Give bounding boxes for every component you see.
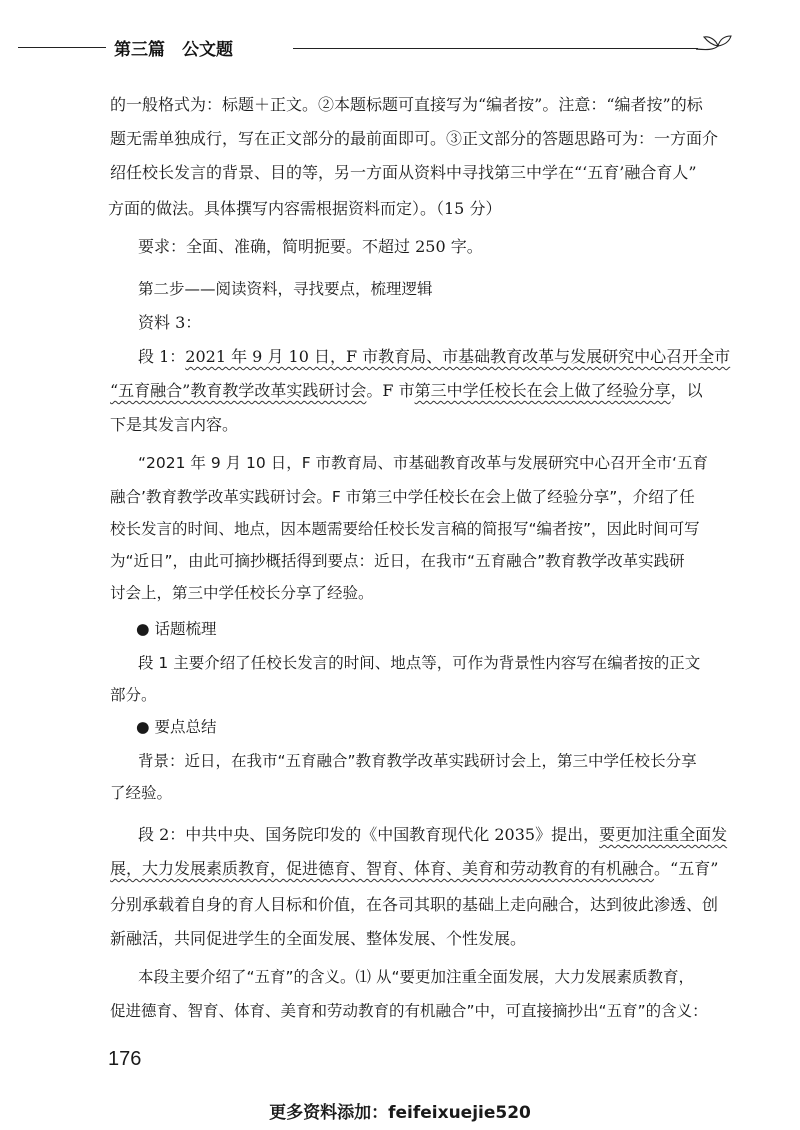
para1-underlined: “五育融合”教育教学改革实践研讨会 (110, 381, 367, 400)
analysis-line: 本段主要介绍了“五育”的含义。⑴ 从“要更加注重全面发展，大力发展素质教育， (138, 968, 695, 986)
para1-label: 段 1： (138, 347, 186, 366)
text-line: 的一般格式为：标题＋正文。②本题标题可直接写为“编者按”。注意：“编者按”的标 (110, 95, 703, 114)
para1-underlined: 2021 年 9 月 10 日，F 市教育局、市基础教育改革与发展研究中心召开全市 (185, 347, 731, 366)
para2-line: 分别承载着自身的育人目标和价值，在各司其职的基础上走向融合，达到彼此渗透、创 (110, 895, 719, 914)
summary-line: 了经验。 (110, 784, 173, 802)
analysis-line: 讨会上，第三中学任校长分享了经验。 (110, 584, 374, 602)
analysis-line: 段 1 主要介绍了任校长发言的时间、地点等，可作为背景性内容写在编者按的正文 (138, 654, 701, 672)
para2-underlined: 展，大力发展素质教育，促进德育、智育、体育、美育和劳动教育的有机融合 (110, 859, 655, 878)
text-line: 方面的做法。具体撰写内容需根据资料而定）。（15 分） (108, 199, 502, 218)
para1-line (138, 346, 730, 368)
text-line: 题无需单独成行，写在正文部分的最前面即可。③正文部分的答题思路可为：一方面介 (110, 129, 719, 148)
para2-line (110, 858, 718, 880)
para1-underlined: 第三中学任校长在会上做了经验分享 (414, 381, 671, 400)
sprout-icon (694, 30, 734, 60)
analysis-line: “2021 年 9 月 10 日，F 市教育局、市基础教育改革与发展研究中心召开全市‘五育 (138, 454, 708, 472)
para2-underlined: 要更加注重全面发 (599, 825, 728, 844)
summary-line: 背景：近日，在我市“五育融合”教育教学改革实践研讨会上，第三中学任校长分享 (138, 752, 697, 770)
analysis-line: 为“近日”，由此可摘抄概括得到要点：近日，在我市“五育融合”教育教学改革实践研 (110, 552, 685, 570)
section-heading-summary: ● 要点总结 (136, 718, 217, 736)
requirement-line: 要求：全面、准确，简明扼要。不超过 250 字。 (138, 237, 483, 256)
analysis-line: 促进德育、智育、体育、美育和劳动教育的有机融合”中，可直接摘抄出“五育”的含义： (110, 1002, 708, 1020)
para1-text: ，以 (670, 381, 703, 400)
header-rule-right (293, 48, 698, 49)
para2-text: 。“五育” (654, 859, 719, 878)
header-rule-left (18, 47, 106, 48)
para1-line: 下是其发言内容。 (110, 415, 239, 434)
footer-note: 更多资料添加：feifeixuejie520 (269, 1103, 531, 1123)
chapter-title: 第三篇 公文题 (114, 40, 233, 60)
material-label: 资料 3： (138, 313, 202, 332)
analysis-line: 校长发言的时间、地点，因本题需要给任校长发言稿的简报写“编者按”，因此时间可写 (110, 520, 700, 538)
section-heading-topic: ● 话题梳理 (136, 620, 217, 638)
running-header (18, 30, 718, 64)
page-number: 176 (108, 1048, 142, 1070)
step-heading: 第二步——阅读资料，寻找要点，梳理逻辑 (138, 280, 433, 298)
para1-line (110, 380, 703, 402)
para2-text: 段 2：中共中央、国务院印发的《中国教育现代化 2035》提出， (138, 825, 600, 844)
analysis-line: 融合’教育教学改革实践研讨会。F 市第三中学任校长在会上做了经验分享”，介绍了任 (110, 488, 695, 506)
text-line: 绍任校长发言的背景、目的等，另一方面从资料中寻找第三中学在“‘五育’融合育人” (110, 163, 697, 182)
para1-text: 。F 市 (366, 381, 415, 400)
analysis-line: 部分。 (110, 686, 157, 704)
para2-line (138, 824, 727, 846)
para2-line: 新融活，共同促进学生的全面发展、整体发展、个性发展。 (110, 929, 527, 948)
